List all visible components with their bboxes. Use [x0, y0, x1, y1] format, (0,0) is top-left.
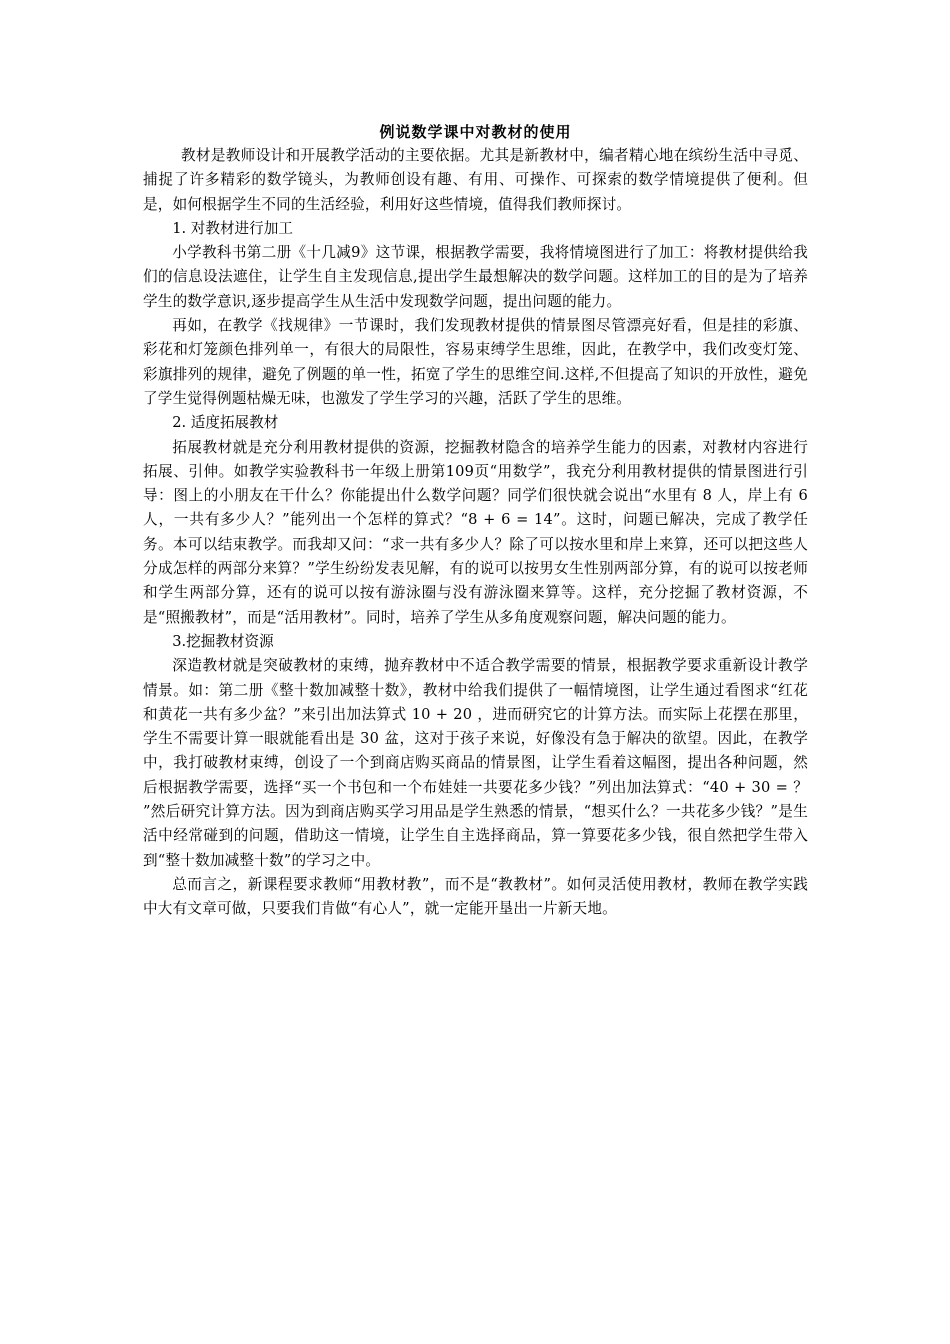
section-3-heading: 3.挖掘教材资源 — [172, 632, 274, 650]
section-1-paragraph-2: 再如，在教学《找规律》一节课时，我们发现教材提供的情景图尽管漂亮好看，但是挂的彩旗、彩花和灯笼颜色排列单一，有很大的局限性，容易束缚学生思维，因此，在教学中，我们改变灯笼、彩旗排列的规律，避免了例题的单一性，拓宽了学生的思维空间.这样,不但提高了知识的开放性，避免了学生觉得例题枯燥无味，也激发了学生学习的兴趣，活跃了学生的思维。 — [143, 317, 808, 407]
document-title: 例说数学课中对教材的使用 — [379, 123, 572, 141]
document-page — [143, 122, 808, 922]
section-1-paragraph-1: 小学教科书第二册《十几减9》这节课，根据教学需要，我将情境图进行了加工：将教材提供给我们的信息设法遮住，让学生自主发现信息,提出学生最想解决的数学问题。这样加工的目的是为了培养学生的数学意识,逐步提高学生从生活中发现数学问题，提出问题的能力。 — [143, 244, 808, 310]
intro-paragraph: 教材是教师设计和开展教学活动的主要依据。尤其是新教材中，编者精心地在缤纷生活中寻觅、捕捉了许多精彩的数学镜头，为教师创设有趣、有用、可操作、可探索的数学情境提供了便利。但是，如何根据学生不同的生活经验，利用好这些情境，值得我们教师探讨。 — [143, 147, 808, 213]
section-1-heading: 1. 对教材进行加工 — [172, 219, 293, 237]
section-3-paragraph-1: 深造教材就是突破教材的束缚，抛弃教材中不适合教学需要的情景，根据教学要求重新设计教学情景。如：第二册《整十数加减整十数》，教材中给我们提供了一幅情境图，让学生通过看图求“红花和黄花一共有多少盆？”来引出加法算式 10 + 20 ，进而研究它的计算方法。而实际上花摆在那里，学生不需要计算一眼就能看出是 30 盆，这对于孩子来说，好像没有急于解决的欲望。因此，在教学中，我打破教材束缚，创设了一个到商店购买商品的情景图，让学生看着这幅图，提出各种问题，然后根据教学需要，选择“买一个书包和一个布娃娃一共要花多少钱？”列出加法算式：“40 + 30 = ？ ”然后研究计算方法。因为到商店购买学习用品是学生熟悉的情景，“想买什么？一共花多少钱？”是生活中经常碰到的问题，借助这一情境，让学生自主选择商品，算一算要花多少钱，很自然把学生带入到“整十数加减整十数”的学习之中。 — [143, 657, 808, 869]
section-2-heading: 2. 适度拓展教材 — [172, 414, 279, 432]
conclusion-paragraph: 总而言之，新课程要求教师“用教材教”，而不是“教教材”。如何灵活使用教材，教师在教学实践中大有文章可做，只要我们肯做“有心人”，就一定能开垦出一片新天地。 — [143, 875, 808, 918]
section-2-paragraph-1: 拓展教材就是充分利用教材提供的资源，挖掘教材隐含的培养学生能力的因素，对教材内容进行拓展、引伸。如教学实验教科书一年级上册第109页“用数学”，我充分利用教材提供的情景图进行引导：图上的小朋友在干什么？你能提出什么数学问题？同学们很快就会说出“水里有 8 人，岸上有 6 人，一共有多少人？”能列出一个怎样的算式？“8 + 6 = 14”。这时，问题已解决，完成了教学任务。本可以结束教学。而我却又问：“求一共有多少人？除了可以按水里和岸上来算，还可以把这些人分成怎样的两部分来算？”学生纷纷发表见解，有的说可以按男女生性别两部分算，有的说可以按老师和学生两部分算，还有的说可以按有游泳圈与没有游泳圈来算等。这样，充分挖掘了教材资源，不是“照搬教材”，而是“活用教材”。同时，培养了学生从多角度观察问题，解决问题的能力。 — [143, 438, 808, 626]
